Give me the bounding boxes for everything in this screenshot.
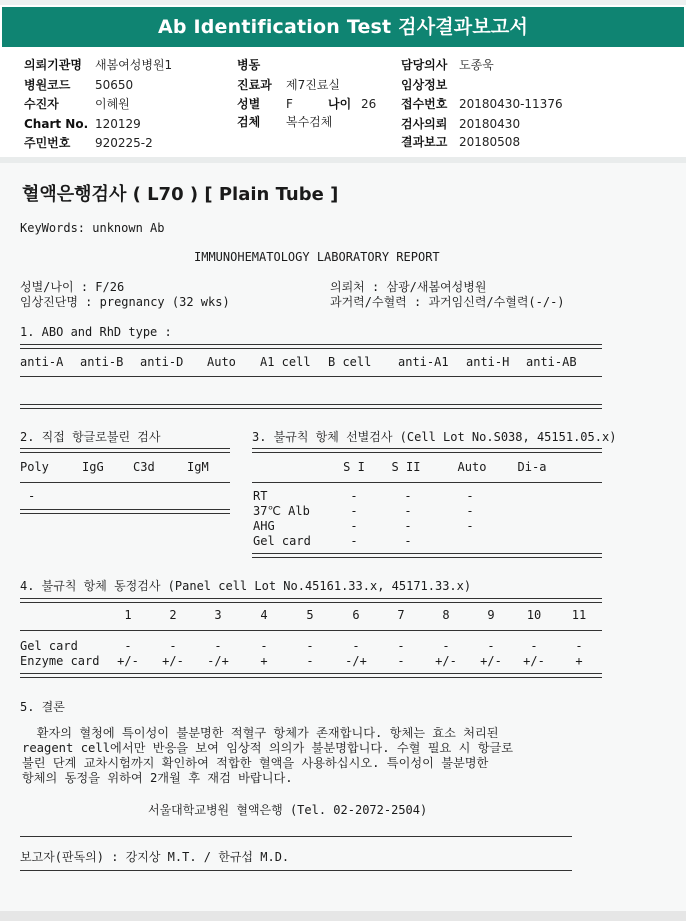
panel-cell: -: [169, 639, 177, 653]
panel-cell: -: [487, 639, 495, 653]
age-label: 나이: [328, 97, 352, 111]
reporter: 보고자(판독의) : 강지상 M.T. / 한규섭 M.D.: [20, 850, 290, 864]
info-label: 결과보고: [401, 135, 448, 149]
panel-cell: -/+: [207, 654, 229, 668]
conclusion-line: 불린 단계 교차시험까지 확인하여 적합한 혈액을 사용하십시오. 특이성이 불분명한: [22, 756, 489, 770]
double-rule: [20, 404, 602, 409]
single-rule: [252, 482, 602, 483]
single-rule: [20, 630, 602, 631]
panel-cell: -: [530, 639, 538, 653]
section3-title: 3. 불규칙 항체 선별검사 (Cell Lot No.S038, 45151.05.x): [252, 430, 617, 444]
report-title: Ab Identification Test 검사결과보고서: [2, 7, 684, 47]
conclusion-line: 환자의 혈청에 특이성이 불분명한 적혈구 항체가 존재합니다. 항체는 효소 처리된: [22, 726, 499, 740]
info-label: 접수번호: [401, 97, 448, 111]
panel-col-header: 1: [124, 608, 132, 622]
panel-col-header: 2: [169, 608, 177, 622]
info-value: F: [286, 97, 293, 111]
age-value: 26: [361, 97, 377, 111]
section5-title: 5. 결론: [20, 700, 65, 714]
dat-col-header: Poly: [20, 460, 49, 474]
info-value: 복수검체: [286, 115, 333, 129]
double-rule: [252, 553, 602, 558]
info-label: 검사의뢰: [401, 117, 448, 131]
double-rule: [20, 509, 230, 514]
double-rule: [20, 673, 602, 678]
institution-contact: 서울대학교병원 혈액은행 (Tel. 02-2072-2504): [148, 803, 428, 817]
info-value: 920225-2: [95, 136, 153, 150]
single-rule: [20, 376, 602, 377]
panel-row-label: Gel card: [20, 639, 78, 653]
info-value: 20180430-11376: [459, 97, 563, 111]
abo-col-header: anti-D: [140, 355, 184, 369]
panel-row-label: Enzyme card: [20, 654, 100, 668]
section4-title: 4. 불규칙 항체 동정검사 (Panel cell Lot No.45161.33.x, 45171.33.x): [20, 579, 472, 593]
panel-cell: -: [260, 639, 268, 653]
screen-cell: -: [404, 519, 412, 533]
abo-col-header: Auto: [207, 355, 236, 369]
panel-cell: -: [306, 654, 314, 668]
info-label: 주민번호: [24, 136, 71, 150]
bottom-border: [0, 911, 686, 921]
info-value: 도종욱: [459, 58, 494, 72]
info-value: 20180508: [459, 135, 521, 149]
panel-col-header: 9: [487, 608, 495, 622]
info-value: 이혜원: [95, 97, 130, 111]
panel-col-header: 4: [260, 608, 268, 622]
screen-cell: -: [404, 489, 412, 503]
panel-col-header: 10: [526, 608, 542, 622]
panel-cell: -/+: [345, 654, 367, 668]
abo-col-header: anti-A1: [398, 355, 449, 369]
panel-col-header: 5: [306, 608, 314, 622]
info-label: 의뢰기관명: [24, 58, 82, 72]
conclusion-line: reagent cell에서만 반응을 보여 임상적 의의가 불분명합니다. 수혈 필요 시 항글로: [22, 741, 514, 755]
screen-col-header: Di-a: [517, 460, 547, 474]
single-rule: [20, 870, 572, 871]
panel-cell: -: [352, 639, 360, 653]
screen-row-label: AHG: [253, 519, 275, 533]
screen-cell: -: [404, 504, 412, 518]
screen-cell: -: [350, 519, 358, 533]
double-rule: [252, 448, 602, 453]
info-label: 수진자: [24, 97, 59, 111]
dat-col-header: C3d: [133, 460, 155, 474]
panel-col-header: 6: [352, 608, 360, 622]
info-label: 검체: [237, 115, 261, 129]
abo-col-header: anti-A: [20, 355, 64, 369]
info-label: 병원코드: [24, 78, 71, 92]
panel-cell: +/-: [480, 654, 502, 668]
conclusion-line: 항체의 동정을 위하여 2개월 후 재검 바랍니다.: [22, 771, 293, 785]
info-label: 성별: [237, 97, 261, 111]
panel-cell: +/-: [117, 654, 139, 668]
screen-row-label: RT: [253, 489, 268, 503]
screen-cell: -: [466, 489, 474, 503]
report-heading: 혈액은행검사 ( L70 ) [ Plain Tube ]: [22, 184, 339, 205]
dat-result: -: [28, 489, 36, 503]
abo-col-header: anti-B: [80, 355, 124, 369]
info-value: 20180430: [459, 117, 521, 131]
panel-cell: +/-: [162, 654, 184, 668]
panel-col-header: 8: [442, 608, 450, 622]
panel-cell: -: [214, 639, 222, 653]
screen-cell: -: [350, 504, 358, 518]
lab-report-title: IMMUNOHEMATOLOGY LABORATORY REPORT: [194, 250, 440, 264]
screen-cell: -: [466, 504, 474, 518]
conclusion-text: [22, 726, 622, 786]
info-value: 새봄여성병원1: [95, 58, 173, 72]
screen-row-label: 37℃ Alb: [253, 504, 310, 518]
dat-col-header: IgM: [187, 460, 209, 474]
panel-col-header: 11: [571, 608, 587, 622]
info-label: 병동: [237, 58, 261, 72]
transfusion-history: 과거력/수혈력 : 과거임신력/수혈력(-/-): [330, 295, 565, 309]
panel-col-header: 7: [397, 608, 405, 622]
info-label: 진료과: [237, 78, 272, 92]
section1-title: 1. ABO and RhD type :: [20, 325, 172, 339]
clinical-diagnosis: 임상진단명 : pregnancy (32 wks): [20, 295, 230, 309]
screen-cell: -: [350, 534, 358, 548]
abo-col-header: A1 cell: [260, 355, 311, 369]
screen-col-header: S I: [343, 460, 365, 474]
screen-cell: -: [350, 489, 358, 503]
panel-cell: +: [575, 654, 583, 668]
panel-cell: -: [442, 639, 450, 653]
panel-col-header: 3: [214, 608, 222, 622]
panel-cell: +: [260, 654, 268, 668]
info-value: 제7진료실: [286, 78, 341, 92]
panel-cell: +/-: [523, 654, 545, 668]
keywords: KeyWords: unknown Ab: [20, 221, 165, 235]
screen-cell: -: [404, 534, 412, 548]
requester: 의뢰처 : 삼광/새봄여성병원: [330, 280, 487, 294]
screen-col-header: Auto: [457, 460, 487, 474]
panel-cell: +/-: [435, 654, 457, 668]
double-rule: [20, 448, 230, 453]
info-label: 임상정보: [401, 78, 448, 92]
info-label: 담당의사: [401, 58, 448, 72]
double-rule: [20, 344, 602, 349]
screen-row-label: Gel card: [253, 534, 311, 548]
abo-col-header: anti-AB: [526, 355, 577, 369]
info-value: 120129: [95, 117, 141, 131]
panel-cell: -: [397, 639, 405, 653]
dat-col-header: IgG: [82, 460, 104, 474]
panel-cell: -: [397, 654, 405, 668]
sex-age: 성별/나이 : F/26: [20, 280, 125, 294]
screen-col-header: S II: [391, 460, 421, 474]
info-value: 50650: [95, 78, 134, 92]
top-border: [0, 0, 686, 5]
panel-cell: -: [575, 639, 583, 653]
panel-cell: -: [306, 639, 314, 653]
panel-cell: -: [124, 639, 132, 653]
abo-col-header: anti-H: [466, 355, 510, 369]
section2-title: 2. 직접 항글로불린 검사: [20, 430, 161, 444]
info-label: Chart No.: [24, 117, 89, 131]
single-rule: [20, 836, 572, 837]
screen-cell: -: [466, 519, 474, 533]
single-rule: [20, 482, 230, 483]
double-rule: [20, 598, 602, 603]
abo-col-header: B cell: [328, 355, 372, 369]
